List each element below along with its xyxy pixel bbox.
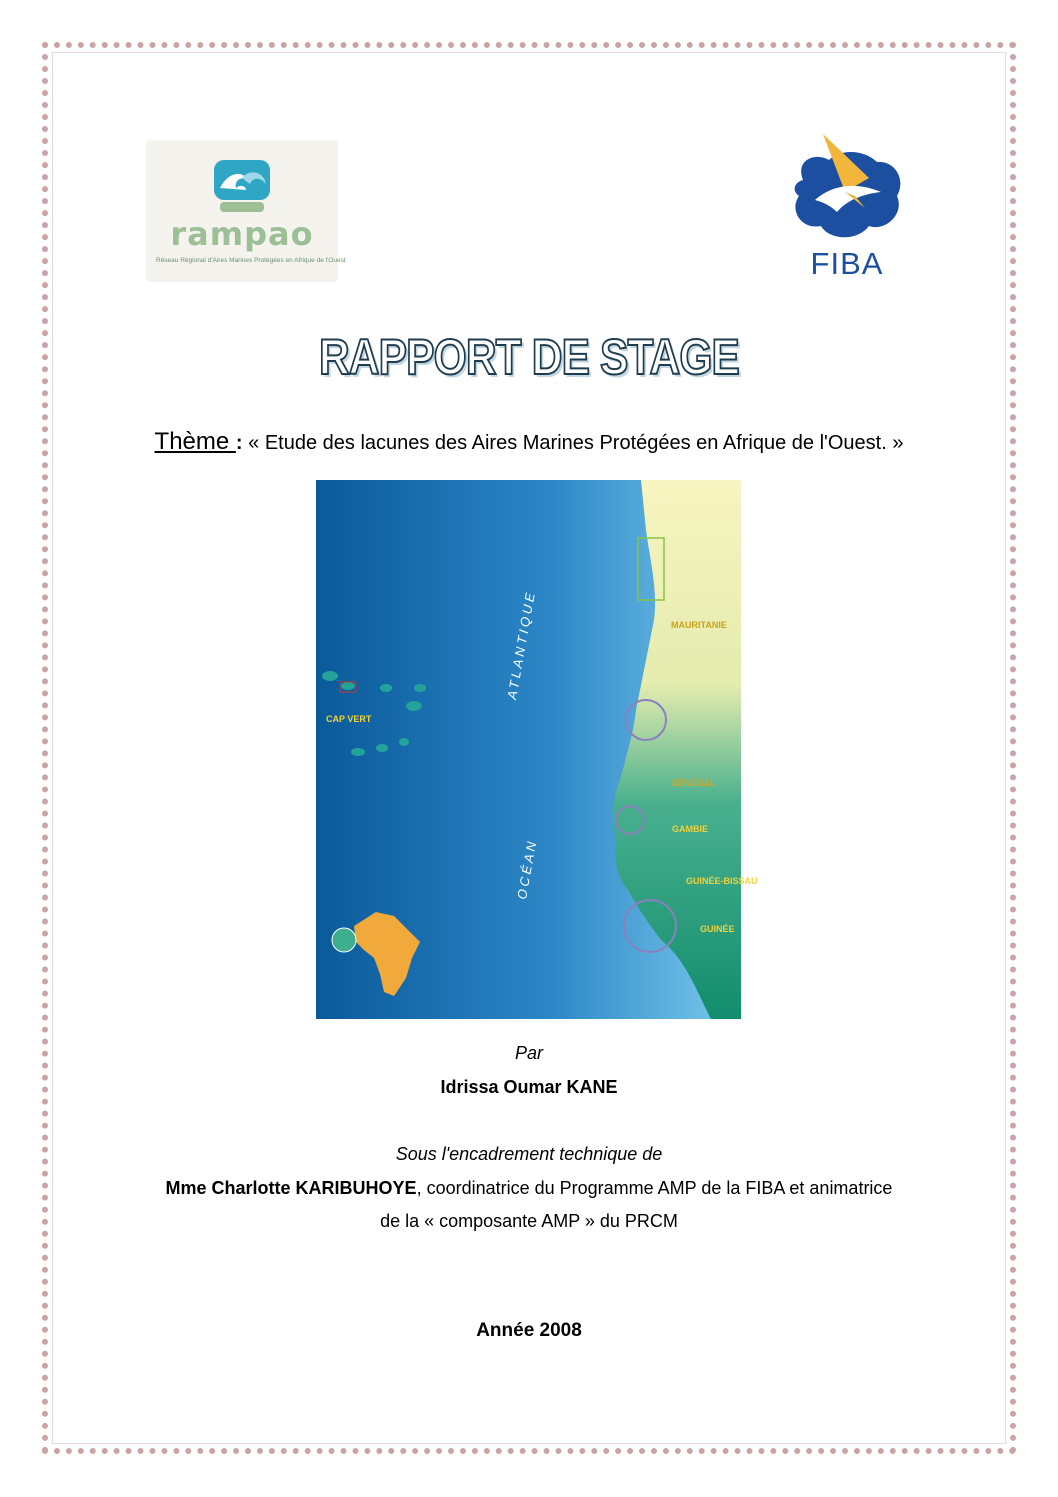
label-senegal: SÉNÉGAL [672,778,716,788]
rampao-wordmark: rampao [170,215,314,253]
encadrement-label: Sous l'encadrement technique de [395,1144,663,1164]
par-label: Par [514,1043,543,1063]
theme-line [0,428,1058,456]
ocean-label-atlantique: ATLANTIQUE [504,588,539,701]
supervisor-line-2: de la « composante AMP » du PRCM [380,1211,678,1231]
fiba-logo [785,130,909,280]
rampao-logo [146,140,346,282]
theme-label: Thème [154,428,236,455]
label-guinee-bissau: GUINÉE-BISSAU [686,876,758,886]
year-label: Année 2008 [476,1320,582,1341]
report-title: RAPPORT DE STAGE [318,329,740,385]
supervisor-role: , coordinatrice du Programme AMP de la FIBA et animatrice [416,1178,893,1198]
wave-icon [212,158,272,214]
author-name: Idrissa Oumar KANE [440,1077,618,1097]
label-gambie: GAMBIE [672,824,708,834]
fiba-wordmark: FIBA [810,246,884,281]
label-mauritanie: MAURITANIE [671,620,727,630]
label-guinee: GUINÉE [700,924,735,934]
west-africa-map [316,480,758,1019]
theme-colon: : [235,432,243,454]
theme-text: « Etude des lacunes des Aires Marines Protégées en Afrique de l'Ouest. » [242,432,904,454]
supervisor-line-1 [0,1178,1058,1199]
supervisor-name: Mme Charlotte KARIBUHOYE [165,1178,417,1198]
bird-icon [785,130,909,250]
label-cap-vert: CAP VERT [326,714,372,724]
ocean-label-ocean: OCÉAN [514,837,540,901]
rampao-tagline: Réseau Régional d'Aires Marines Protégées en Afrique de l'Ouest [156,257,346,264]
